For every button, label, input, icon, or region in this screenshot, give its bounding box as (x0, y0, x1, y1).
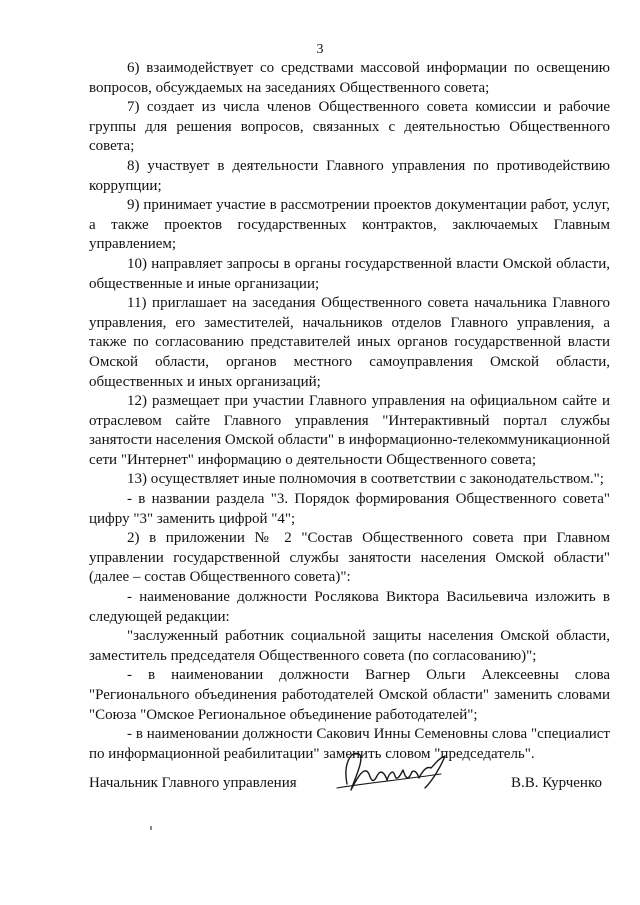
scan-mark (150, 826, 152, 830)
paragraph-item-9: 9) принимает участие в рассмотрении проектов документации работ, услуг, а также проектов государственных контрактов, заключаемых Главным управлением; (89, 197, 610, 253)
paragraph-item-8: 8) участвует в деятельности Главного управления по противодействию коррупции; (89, 157, 610, 194)
paragraph-roslyakov-new-title: "заслуженный работник социальной защиты населения Омской области, заместитель председателя Общественного совета (по согласованию)"; (89, 628, 610, 664)
paragraph-appendix-2: 2) в приложении № 2 "Состав Общественного совета при Главном управлении государственной службы занятости населения Омской области" (далее – состав Общественного совета)": (89, 530, 610, 586)
paragraph-sakovich: - в наименовании должности Сакович Инны Семеновны слова "специалист по информационной реабилитации" заменить словом "председатель". (89, 726, 610, 762)
signatory-name: В.В. Курченко (510, 775, 602, 791)
page-number: 3 (316, 42, 324, 57)
paragraph-item-11: 11) приглашает на заседания Общественного совета начальника Главного управления, его заместителей, начальников отделов Главного управления, а также по согласованию представителей иных органов государственной власти Омской области, органов местного самоуправления Омской области, общественных и иных организаций; (89, 295, 610, 390)
handwritten-signature-icon (329, 744, 469, 804)
paragraph-vagner: - в наименовании должности Вагнер Ольги Алексеевны слова "Регионального объединения работодателей Омской области" заменить словами "Союза "Омское Региональное объединение работодателей"; (89, 667, 610, 723)
paragraph-section-rename: - в названии раздела "3. Порядок формирования Общественного совета" цифру "3" заменить цифрой "4"; (89, 491, 610, 527)
document-body (89, 59, 610, 764)
paragraph-item-7: 7) создает из числа членов Общественного совета комиссии и рабочие группы для решения вопросов, связанных с деятельностью Общественного совета; (89, 99, 610, 155)
paragraph-item-13: 13) осуществляет иные полномочия в соответствии с законодательством."; (127, 471, 604, 488)
paragraph-roslyakov: - наименование должности Рослякова Виктора Васильевича изложить в следующей редакции: (89, 589, 610, 625)
paragraph-item-6: 6) взаимодействует со средствами массовой информации по освещению вопросов, обсуждаемых на заседаниях Общественного совета; (89, 60, 610, 96)
signature-block (89, 758, 610, 818)
signatory-position: Начальник Главного управления (89, 775, 297, 791)
paragraph-item-12: 12) размещает при участии Главного управления на официальном сайте и отраслевом сайте Главного управления "Интерактивный портал службы занятости населения Омской области" в информационно-телекоммуникационной сети "Интернет" информацию о деятельности Общественного совета; (89, 393, 610, 468)
paragraph-item-10: 10) направляет запросы в органы государственной власти Омской области, общественные и иные организации; (89, 255, 610, 292)
